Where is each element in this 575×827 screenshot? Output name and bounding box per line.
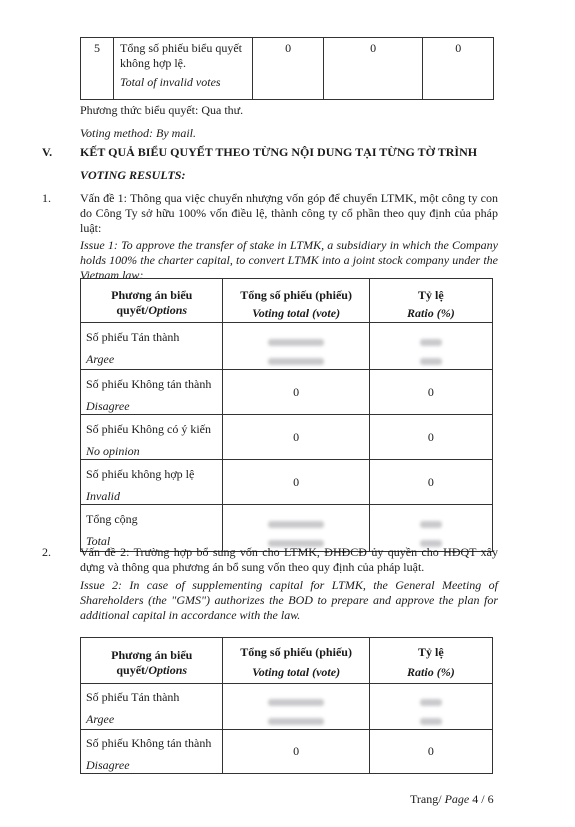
header-ratio: Tỷ lệ Ratio (%) xyxy=(369,638,492,684)
ratio-cell: 0 xyxy=(369,415,492,460)
table-row xyxy=(81,460,493,505)
issue-number: 2. xyxy=(42,545,51,559)
redacted-value xyxy=(420,358,442,365)
ratio-cell: 0 xyxy=(369,730,492,774)
value-cell: 0 xyxy=(323,38,422,100)
header-options: Phương án biểu quyết/Options xyxy=(81,638,223,684)
issue-text-en: Issue 2: In case of supplementing capital for LTMK, the General Meeting of Shareholders (the "GMS") authorizes the BOD to prepare and approve the plan for additional capital in accordance with the law. xyxy=(80,578,498,622)
redacted-value xyxy=(268,718,324,725)
table-header-row xyxy=(81,638,493,684)
table-row xyxy=(81,415,493,460)
header-options: Phương án biểu quyết/Options xyxy=(81,279,223,323)
option-label: Số phiếu không hợp lệ Invalid xyxy=(81,460,223,505)
value-cell: 0 xyxy=(423,38,494,100)
option-label: Số phiếu Không tán thành Disagree xyxy=(81,370,223,415)
section-title-en: VOTING RESULTS: xyxy=(80,168,186,182)
total-cell-redacted xyxy=(223,323,369,370)
redacted-value xyxy=(268,521,324,528)
option-label: Số phiếu Không có ý kiến No opinion xyxy=(81,415,223,460)
table-row xyxy=(81,730,493,774)
table-header-row xyxy=(81,279,493,323)
redacted-value xyxy=(420,521,442,528)
option-label: Số phiếu Không tán thành Disagree xyxy=(81,730,223,774)
results-table-issue-2 xyxy=(80,637,493,774)
ratio-cell-redacted xyxy=(369,323,492,370)
redacted-value xyxy=(268,699,324,706)
issue-number: 1. xyxy=(42,191,51,205)
total-cell-redacted xyxy=(223,684,369,730)
header-voting-total: Tổng số phiếu (phiếu) Voting total (vote) xyxy=(223,279,369,323)
total-cell: 0 xyxy=(223,415,369,460)
issue-text-vi: Vấn đề 1: Thông qua việc chuyển nhượng vốn góp để chuyển LTMK, một công ty con do Công Ty sở hữu 100% vốn điều lệ, thành công ty cổ phần theo quy định của pháp luật: xyxy=(80,191,498,235)
table-row xyxy=(81,38,494,100)
total-cell: 0 xyxy=(223,370,369,415)
table-row xyxy=(81,323,493,370)
section-title: KẾT QUẢ BIỂU QUYẾT THEO TỪNG NỘI DUNG TẠI TỪNG TỜ TRÌNH xyxy=(80,145,478,159)
row-number: 5 xyxy=(81,38,114,100)
value-cell: 0 xyxy=(253,38,324,100)
redacted-value xyxy=(268,358,324,365)
total-cell: 0 xyxy=(223,730,369,774)
voting-method-en: Voting method: By mail. xyxy=(80,126,196,140)
ratio-cell: 0 xyxy=(369,370,492,415)
issue-text-vi: Vấn đề 2: Trường hợp bổ sung vốn cho LTMK, ĐHĐCĐ ủy quyền cho HĐQT xây dựng và thông qua phương án bổ sung vốn theo quy định của pháp luật. xyxy=(80,545,498,574)
voting-method-vi: Phương thức biểu quyết: Qua thư. xyxy=(80,103,244,117)
table-row xyxy=(81,684,493,730)
ratio-cell: 0 xyxy=(369,460,492,505)
redacted-value xyxy=(420,699,442,706)
redacted-value xyxy=(420,339,442,346)
option-label: Số phiếu Tán thành Argee xyxy=(81,323,223,370)
page-footer: Trang/ Page 4 / 6 xyxy=(410,792,494,806)
option-label: Tổng cộng Total xyxy=(81,505,223,552)
header-ratio: Tỷ lệ Ratio (%) xyxy=(369,279,492,323)
ratio-cell-redacted xyxy=(369,684,492,730)
redacted-value xyxy=(420,718,442,725)
top-table xyxy=(80,37,494,100)
results-table-issue-1 xyxy=(80,278,493,552)
header-voting-total: Tổng số phiếu (phiếu) Voting total (vote) xyxy=(223,638,369,684)
row-label: Tổng số phiếu biểu quyết không hợp lệ. Total of invalid votes xyxy=(114,38,253,100)
table-row xyxy=(81,370,493,415)
issue-text-en: Issue 1: To approve the transfer of stake in LTMK, a subsidiary in which the Company holds 100% the charter capital, to convert LTMK into a joint stock company under the Vietnam law: xyxy=(80,238,498,282)
option-label: Số phiếu Tán thành Argee xyxy=(81,684,223,730)
section-number: V. xyxy=(42,145,53,159)
total-cell: 0 xyxy=(223,460,369,505)
redacted-value xyxy=(268,339,324,346)
